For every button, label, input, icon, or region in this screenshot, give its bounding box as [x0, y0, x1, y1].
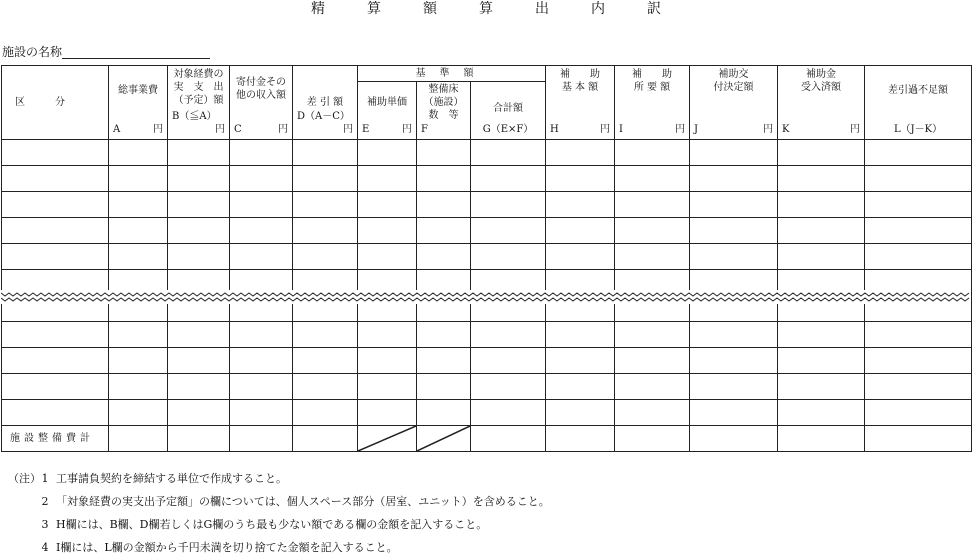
col-header-L — [865, 66, 972, 140]
note-4 — [8, 536, 550, 559]
col-C-title-1: 寄付金その — [236, 77, 286, 88]
cell-G[interactable] — [471, 322, 546, 348]
cell-J[interactable] — [690, 348, 778, 374]
cell-C[interactable] — [230, 218, 293, 244]
cell-D[interactable] — [293, 400, 358, 426]
cell-K[interactable] — [778, 400, 865, 426]
col-D-title: 差 引 額 — [306, 97, 344, 108]
col-header-A — [109, 66, 168, 140]
cell-G[interactable] — [471, 218, 546, 244]
cell-H[interactable] — [546, 374, 615, 400]
cell-B[interactable] — [168, 192, 230, 218]
cell-L[interactable] — [865, 244, 972, 270]
notes-head: （注） — [8, 472, 41, 485]
col-K-unit: 円 — [850, 124, 861, 135]
col-G-letter: G（E×F） — [482, 124, 534, 135]
cell-F[interactable] — [417, 322, 471, 348]
cell-I[interactable] — [615, 322, 690, 348]
cell-K[interactable] — [778, 322, 865, 348]
cell-K[interactable] — [778, 348, 865, 374]
cell-kubun[interactable] — [2, 348, 109, 374]
cell-A[interactable] — [109, 192, 168, 218]
col-G-title: 合計額 — [493, 103, 523, 114]
cell-F[interactable] — [417, 400, 471, 426]
note-3-num: 3 — [41, 518, 49, 531]
total-row-label: 施設整備費計 — [2, 426, 109, 452]
cell-F[interactable] — [417, 348, 471, 374]
cell-I[interactable] — [615, 140, 690, 166]
col-header-K — [778, 66, 865, 140]
col-K-letter: K — [782, 124, 790, 135]
cell-F[interactable] — [417, 140, 471, 166]
note-4-text: I欄には、L欄の金額から千円未満を切り捨てた金額を記入すること。 — [56, 541, 398, 554]
cell-E[interactable] — [358, 192, 417, 218]
col-D-letter: D（A－C） — [297, 111, 350, 122]
total-cell-A[interactable] — [109, 426, 168, 452]
cell-kubun[interactable] — [2, 322, 109, 348]
cell-J[interactable] — [690, 322, 778, 348]
col-K-title-2: 受入済額 — [801, 82, 842, 93]
cell-C[interactable] — [230, 374, 293, 400]
note-2-text: 「対象経費の実支出予定額」の欄については、個人スペース部分（居室、ユニット）を含めること。 — [56, 495, 550, 508]
cell-D[interactable] — [293, 192, 358, 218]
cell-A[interactable] — [109, 322, 168, 348]
col-F-title-3: 数 等 — [428, 110, 459, 121]
total-cell-E-struck — [358, 426, 417, 452]
col-I-title-2: 所 要 額 — [633, 82, 671, 93]
total-cell-I[interactable] — [615, 426, 690, 452]
settlement-table — [1, 65, 972, 452]
col-E-unit: 円 — [402, 124, 412, 135]
cell-C[interactable] — [230, 400, 293, 426]
note-2 — [8, 490, 550, 513]
cell-L[interactable] — [865, 166, 972, 192]
cell-C[interactable] — [230, 140, 293, 166]
cell-H[interactable] — [546, 400, 615, 426]
col-I-title-1: 補 助 — [632, 69, 673, 80]
cell-E[interactable] — [358, 400, 417, 426]
cell-I[interactable] — [615, 192, 690, 218]
cell-G[interactable] — [471, 400, 546, 426]
cell-H[interactable] — [546, 140, 615, 166]
cell-G[interactable] — [471, 166, 546, 192]
note-1-num: 1 — [41, 472, 49, 485]
col-header-I — [615, 66, 690, 140]
cell-B[interactable] — [168, 244, 230, 270]
cell-F[interactable] — [417, 166, 471, 192]
col-B-title-3: （予定）額 — [173, 95, 224, 106]
cell-L[interactable] — [865, 348, 972, 374]
total-cell-G[interactable] — [471, 426, 546, 452]
cell-L[interactable] — [865, 322, 972, 348]
cell-A[interactable] — [109, 166, 168, 192]
col-header-G — [471, 82, 546, 140]
col-B-letter: B（≦A） — [172, 111, 217, 122]
table-row — [2, 192, 972, 218]
col-B-unit: 円 — [215, 124, 225, 135]
table-row — [2, 166, 972, 192]
col-E-letter: E — [362, 124, 370, 135]
cell-kubun[interactable] — [2, 400, 109, 426]
total-cell-J[interactable] — [690, 426, 778, 452]
col-F-letter: F — [421, 124, 428, 135]
col-L-title: 差引過不足額 — [888, 85, 949, 96]
cell-G[interactable] — [471, 348, 546, 374]
note-2-num: 2 — [41, 495, 49, 508]
table-row — [2, 348, 972, 374]
note-4-num: 4 — [41, 541, 49, 554]
col-J-title-2: 付決定額 — [713, 82, 754, 93]
cell-kubun[interactable] — [2, 374, 109, 400]
cell-J[interactable] — [690, 244, 778, 270]
cell-E[interactable] — [358, 348, 417, 374]
facility-name-field[interactable] — [2, 45, 210, 59]
cell-B[interactable] — [168, 400, 230, 426]
cell-E[interactable] — [358, 140, 417, 166]
cell-A[interactable] — [109, 400, 168, 426]
cell-G[interactable] — [471, 192, 546, 218]
cell-F[interactable] — [417, 218, 471, 244]
cell-K[interactable] — [778, 218, 865, 244]
cell-C[interactable] — [230, 244, 293, 270]
cell-E[interactable] — [358, 166, 417, 192]
col-header-D — [293, 66, 358, 140]
col-header-F — [417, 82, 471, 140]
col-header-C — [230, 66, 293, 140]
note-1 — [8, 467, 550, 490]
cell-J[interactable] — [690, 192, 778, 218]
col-A-title: 総事業費 — [118, 85, 158, 96]
cell-H[interactable] — [546, 218, 615, 244]
col-header-B — [168, 66, 230, 140]
cell-D[interactable] — [293, 374, 358, 400]
col-K-title-1: 補助金 — [806, 69, 837, 80]
notes-section — [8, 467, 550, 559]
cell-L[interactable] — [865, 218, 972, 244]
col-A-unit: 円 — [153, 124, 163, 135]
cell-I[interactable] — [615, 218, 690, 244]
col-B-title-2: 実 支 出 — [173, 82, 224, 93]
col-header-J — [690, 66, 778, 140]
cell-B[interactable] — [168, 322, 230, 348]
col-C-letter: C — [234, 124, 242, 135]
cell-kubun[interactable] — [2, 192, 109, 218]
cell-L[interactable] — [865, 140, 972, 166]
cell-kubun[interactable] — [2, 166, 109, 192]
cell-C[interactable] — [230, 348, 293, 374]
note-3-text: H欄には、B欄、D欄若しくはG欄のうち最も少ない額である欄の金額を記入すること。 — [56, 518, 488, 531]
table-row — [2, 322, 972, 348]
cell-kubun[interactable] — [2, 244, 109, 270]
col-C-unit: 円 — [278, 124, 288, 135]
total-cell-L[interactable] — [865, 426, 972, 452]
cell-A[interactable] — [109, 218, 168, 244]
cell-D[interactable] — [293, 348, 358, 374]
kubun-header: 区分 — [2, 66, 109, 140]
cell-kubun[interactable] — [2, 218, 109, 244]
cell-B[interactable] — [168, 348, 230, 374]
col-C-title-2: 他の収入額 — [236, 90, 286, 101]
cell-L[interactable] — [865, 400, 972, 426]
col-J-letter: J — [694, 124, 699, 135]
cell-A[interactable] — [109, 348, 168, 374]
cell-I[interactable] — [615, 348, 690, 374]
cell-D[interactable] — [293, 166, 358, 192]
document-title: 精算額算出内訳 — [311, 1, 703, 17]
cell-J[interactable] — [690, 374, 778, 400]
cell-G[interactable] — [471, 374, 546, 400]
cell-H[interactable] — [546, 322, 615, 348]
col-H-title-2: 基 本 額 — [561, 82, 599, 93]
col-header-H — [546, 66, 615, 140]
cell-I[interactable] — [615, 166, 690, 192]
cell-E[interactable] — [358, 322, 417, 348]
col-I-unit: 円 — [675, 124, 686, 135]
cell-K[interactable] — [778, 374, 865, 400]
cell-H[interactable] — [546, 244, 615, 270]
cell-C[interactable] — [230, 192, 293, 218]
total-cell-F-struck — [417, 426, 471, 452]
cell-B[interactable] — [168, 218, 230, 244]
cell-K[interactable] — [778, 244, 865, 270]
cell-A[interactable] — [109, 244, 168, 270]
cell-E[interactable] — [358, 374, 417, 400]
cell-G[interactable] — [471, 140, 546, 166]
cell-I[interactable] — [615, 400, 690, 426]
cell-K[interactable] — [778, 140, 865, 166]
cell-C[interactable] — [230, 322, 293, 348]
total-cell-C[interactable] — [230, 426, 293, 452]
omission-break-line — [1, 290, 971, 304]
col-header-E — [358, 82, 417, 140]
total-cell-H[interactable] — [546, 426, 615, 452]
cell-D[interactable] — [293, 218, 358, 244]
col-F-title-1: 整備床 — [428, 84, 459, 95]
cell-H[interactable] — [546, 166, 615, 192]
table-row — [2, 218, 972, 244]
cell-L[interactable] — [865, 374, 972, 400]
total-row — [2, 426, 972, 452]
facility-name-underline[interactable] — [62, 45, 210, 59]
col-E-title: 補助単価 — [367, 97, 407, 108]
cell-B[interactable] — [168, 374, 230, 400]
total-cell-D[interactable] — [293, 426, 358, 452]
cell-A[interactable] — [109, 374, 168, 400]
cell-I[interactable] — [615, 244, 690, 270]
table-row — [2, 140, 972, 166]
cell-J[interactable] — [690, 166, 778, 192]
cell-F[interactable] — [417, 244, 471, 270]
total-cell-K[interactable] — [778, 426, 865, 452]
cell-H[interactable] — [546, 348, 615, 374]
col-D-unit: 円 — [343, 124, 353, 135]
table-row — [2, 244, 972, 270]
cell-A[interactable] — [109, 140, 168, 166]
facility-name-label: 施設の名称 — [2, 45, 63, 59]
cell-K[interactable] — [778, 166, 865, 192]
col-J-title-1: 補助交 — [718, 69, 749, 80]
cell-B[interactable] — [168, 140, 230, 166]
cell-H[interactable] — [546, 192, 615, 218]
cell-J[interactable] — [690, 140, 778, 166]
cell-E[interactable] — [358, 218, 417, 244]
col-I-letter: I — [619, 124, 623, 135]
cell-F[interactable] — [417, 192, 471, 218]
cell-E[interactable] — [358, 244, 417, 270]
cell-I[interactable] — [615, 374, 690, 400]
col-A-letter: A — [113, 124, 121, 135]
cell-J[interactable] — [690, 218, 778, 244]
cell-L[interactable] — [865, 192, 972, 218]
col-L-letter: L（J－K） — [893, 124, 943, 135]
col-H-unit: 円 — [600, 124, 611, 135]
col-F-title-2: （施設） — [423, 97, 464, 108]
cell-D[interactable] — [293, 244, 358, 270]
cell-G[interactable] — [471, 244, 546, 270]
col-J-unit: 円 — [763, 124, 774, 135]
note-1-text: 工事請負契約を締結する単位で作成すること。 — [56, 472, 287, 485]
cell-D[interactable] — [293, 322, 358, 348]
col-B-title-1: 対象経費の — [173, 69, 224, 80]
cell-D[interactable] — [293, 140, 358, 166]
kijun-group-header: 基準額 — [358, 66, 546, 82]
cell-F[interactable] — [417, 374, 471, 400]
col-H-letter: H — [550, 124, 559, 135]
cell-C[interactable] — [230, 166, 293, 192]
table-row — [2, 374, 972, 400]
cell-K[interactable] — [778, 192, 865, 218]
cell-J[interactable] — [690, 400, 778, 426]
cell-B[interactable] — [168, 166, 230, 192]
cell-kubun[interactable] — [2, 140, 109, 166]
note-3 — [8, 513, 550, 536]
table-row — [2, 400, 972, 426]
total-cell-B[interactable] — [168, 426, 230, 452]
col-H-title-1: 補 助 — [560, 69, 601, 80]
